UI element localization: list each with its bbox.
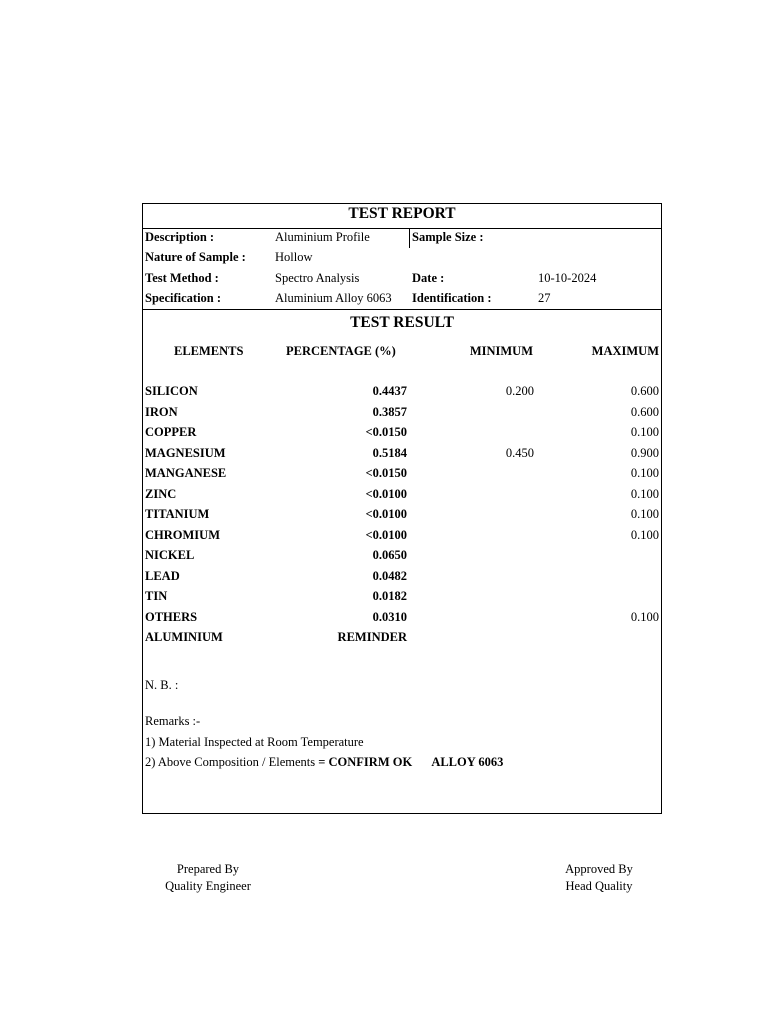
- result-header-row: [142, 341, 662, 361]
- table-row: [142, 566, 662, 586]
- element-name: ALUMINIUM: [145, 630, 223, 644]
- element-name: MAGNESIUM: [145, 445, 226, 460]
- table-row: [142, 402, 662, 422]
- nature-value: Hollow: [275, 250, 313, 264]
- title-divider: [142, 228, 662, 229]
- element-minimum: 0.200: [505, 384, 534, 398]
- element-percentage: 0.3857: [372, 404, 407, 419]
- method-label: Test Method :: [145, 271, 219, 285]
- remark-2-alloy: ALLOY 6063: [431, 755, 504, 769]
- element-maximum: 0.600: [630, 404, 659, 419]
- sample-size-label: Sample Size :: [412, 230, 484, 244]
- table-row: [142, 545, 662, 565]
- element-name: MANGANESE: [145, 466, 227, 480]
- table-row: [142, 607, 662, 627]
- description-label: Description :: [145, 230, 215, 244]
- spec-label: Specification :: [145, 291, 222, 305]
- element-name: CHROMIUM: [145, 527, 220, 542]
- approved-by-role: Head Quality: [565, 879, 633, 893]
- remark-2-confirm: = CONFIRM OK: [318, 755, 413, 769]
- table-row: [142, 443, 662, 463]
- element-maximum: 0.100: [630, 486, 659, 501]
- element-name: ZINC: [145, 486, 177, 501]
- approved-by-label: Approved By: [565, 862, 633, 876]
- element-name: NICKEL: [145, 548, 195, 562]
- header-maximum: MAXIMUM: [591, 344, 659, 358]
- element-percentage: REMINDER: [337, 630, 407, 644]
- element-percentage: <0.0100: [365, 486, 407, 501]
- ident-value: 27: [538, 291, 551, 305]
- element-percentage: <0.0100: [365, 507, 407, 521]
- table-row: [142, 484, 662, 504]
- header-elements: ELEMENTS: [174, 344, 244, 358]
- element-percentage: 0.5184: [372, 445, 407, 460]
- header-percentage: PERCENTAGE (%): [286, 344, 396, 358]
- remark-2: [145, 755, 503, 770]
- nb-label: N. B. :: [145, 678, 179, 692]
- date-label: Date :: [412, 271, 445, 285]
- element-percentage: 0.0182: [372, 589, 407, 603]
- sample-size-divider: [409, 229, 410, 248]
- element-name: TIN: [145, 589, 168, 603]
- report-title: TEST REPORT: [348, 205, 456, 222]
- remarks-title: Remarks :-: [145, 714, 201, 728]
- element-name: LEAD: [145, 568, 180, 583]
- element-maximum: 0.600: [630, 384, 659, 398]
- element-name: TITANIUM: [145, 507, 210, 521]
- method-value: Spectro Analysis: [275, 271, 360, 285]
- date-value: 10-10-2024: [538, 271, 597, 285]
- prepared-by-label: Prepared By: [176, 862, 240, 876]
- element-maximum: 0.100: [630, 425, 659, 439]
- element-percentage: <0.0150: [365, 466, 407, 480]
- result-title: TEST RESULT: [350, 314, 454, 331]
- element-maximum: 0.100: [630, 609, 659, 624]
- element-name: SILICON: [145, 384, 198, 398]
- element-name: OTHERS: [145, 609, 198, 624]
- remark-2-text: 2) Above Composition / Elements: [145, 755, 316, 769]
- table-row: [142, 504, 662, 524]
- element-maximum: 0.100: [630, 466, 659, 480]
- element-percentage: <0.0150: [365, 425, 407, 439]
- spec-value: Aluminium Alloy 6063: [275, 291, 392, 305]
- table-row: [142, 422, 662, 442]
- info-divider: [142, 309, 662, 310]
- table-row: [142, 463, 662, 483]
- ident-label: Identification :: [412, 291, 492, 305]
- table-row: [142, 381, 662, 401]
- nature-label: Nature of Sample :: [145, 250, 246, 264]
- element-percentage: 0.0650: [372, 548, 407, 562]
- element-maximum: 0.900: [630, 445, 659, 460]
- element-name: COPPER: [145, 425, 197, 439]
- table-row: [142, 525, 662, 545]
- element-percentage: 0.0310: [372, 609, 407, 624]
- prepared-by-role: Quality Engineer: [165, 879, 251, 893]
- remark-1: 1) Material Inspected at Room Temperature: [145, 735, 364, 749]
- table-row: [142, 586, 662, 606]
- element-minimum: 0.450: [505, 445, 534, 460]
- element-percentage: <0.0100: [365, 527, 407, 542]
- element-name: IRON: [145, 404, 178, 419]
- header-minimum: MINIMUM: [469, 344, 533, 358]
- table-row: [142, 627, 662, 647]
- description-value: Aluminium Profile: [275, 230, 370, 244]
- element-maximum: 0.100: [630, 507, 659, 521]
- element-percentage: 0.4437: [372, 384, 407, 398]
- element-maximum: 0.100: [630, 527, 659, 542]
- element-percentage: 0.0482: [372, 568, 407, 583]
